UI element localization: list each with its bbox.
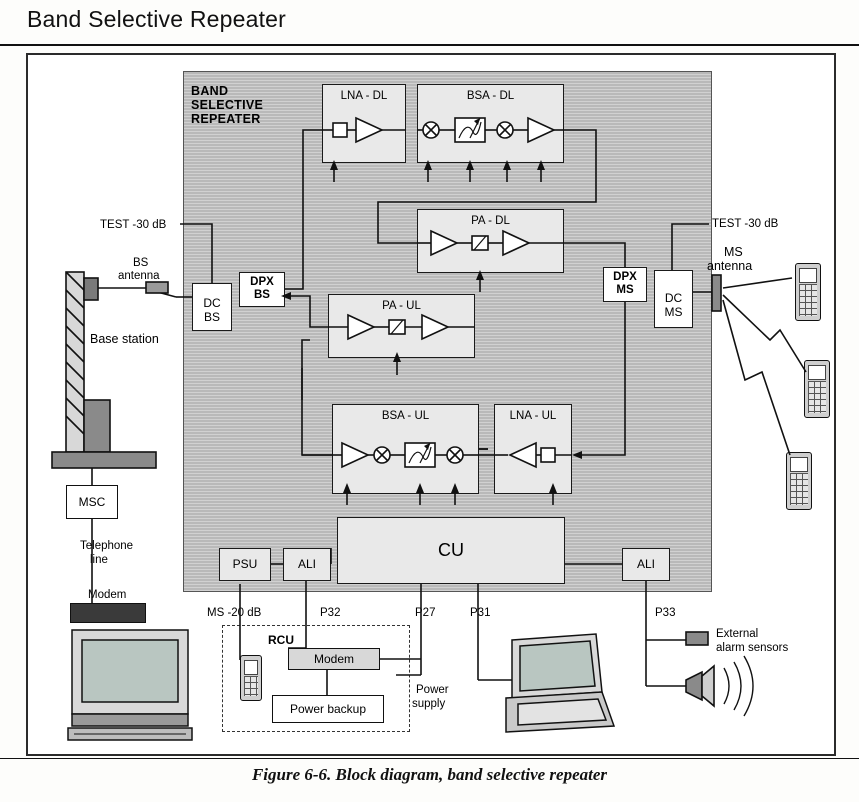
rcu-label: RCU <box>268 633 294 647</box>
dpx-ms-label-2: MS <box>616 284 634 296</box>
mobile-phone-1 <box>795 263 821 321</box>
block-msc[interactable]: MSC <box>66 485 118 519</box>
block-psu[interactable] <box>219 548 271 581</box>
rcu-handset-keypad <box>244 676 258 696</box>
block-modem-rcu[interactable]: Modem <box>288 648 380 670</box>
dc-bs-label-1: DC <box>203 296 221 310</box>
title-rule <box>0 44 859 46</box>
block-lna-ul-label: LNA - UL <box>509 410 557 422</box>
enclosure-label <box>191 84 263 126</box>
block-modem-left[interactable] <box>70 603 146 623</box>
bs-antenna-label-1: BS <box>133 257 149 269</box>
block-bsa-dl[interactable] <box>417 84 564 163</box>
block-ali-right-label: ALI <box>636 557 655 571</box>
block-cu-label: CU <box>438 540 464 560</box>
power-supply-label-1: Power <box>416 684 449 696</box>
block-lna-dl[interactable] <box>322 84 406 163</box>
dpx-bs-label-2: BS <box>254 289 270 301</box>
ms-antenna-label-2: antenna <box>707 259 753 273</box>
caption-rule <box>0 758 859 759</box>
block-pa-ul-label: PA - UL <box>382 300 421 312</box>
block-dc-ms[interactable] <box>654 270 693 328</box>
p33-label: P33 <box>655 607 676 619</box>
figure-caption: Figure 6-6. Block diagram, band selective repeater <box>251 765 608 784</box>
enclosure-label-line3: REPEATER <box>191 112 261 126</box>
page-title: Band Selective Repeater <box>27 6 287 32</box>
rcu-handset-screen <box>244 660 258 675</box>
enclosure-label-line1: BAND <box>191 84 229 98</box>
enclosure-label-line2: SELECTIVE <box>191 98 264 112</box>
mobile-phone-3-screen <box>790 457 808 472</box>
p31-label: P31 <box>470 607 491 619</box>
external-alarm-label-2: alarm sensors <box>716 642 789 654</box>
block-bsa-ul-label: BSA - UL <box>381 410 430 422</box>
p27-label: P27 <box>415 607 436 619</box>
block-pa-dl-label: PA - DL <box>471 215 510 227</box>
dc-ms-label-2: MS <box>664 305 683 319</box>
block-ali-left-label: ALI <box>297 557 316 571</box>
block-dpx-ms[interactable] <box>603 267 647 302</box>
mobile-phone-3-keypad <box>790 473 808 505</box>
mobile-phone-3 <box>786 452 812 510</box>
block-ali-left[interactable] <box>283 548 331 581</box>
dc-ms-label-1: DC <box>664 291 683 305</box>
bs-antenna-label-2: antenna <box>118 270 160 282</box>
dc-bs-label-2: BS <box>203 310 220 324</box>
base-station-label: Base station <box>90 332 159 346</box>
block-cu[interactable] <box>337 517 565 584</box>
mobile-phone-2-keypad <box>808 381 826 413</box>
external-alarm-label-1: External <box>716 628 759 640</box>
block-pa-ul[interactable] <box>328 294 475 358</box>
block-ali-right[interactable] <box>622 548 670 581</box>
mobile-phone-1-screen <box>799 268 817 283</box>
modem-left-label: Modem <box>88 589 127 601</box>
block-pa-dl[interactable] <box>417 209 564 273</box>
mobile-phone-2 <box>804 360 830 418</box>
test-right-label: TEST -30 dB <box>712 218 779 230</box>
block-dpx-bs[interactable] <box>239 272 285 307</box>
p32-label: P32 <box>320 607 341 619</box>
test-left-label: TEST -30 dB <box>100 219 167 231</box>
rcu-handset <box>240 655 262 701</box>
block-bsa-dl-label: BSA - DL <box>466 90 515 102</box>
block-power-backup[interactable]: Power backup <box>272 695 384 723</box>
ms-antenna-label-1: MS <box>724 245 743 259</box>
block-lna-ul[interactable] <box>494 404 572 494</box>
mobile-phone-1-keypad <box>799 284 817 316</box>
telephone-line-label-2: line <box>90 554 108 566</box>
dpx-bs-label-1: DPX <box>250 276 274 288</box>
telephone-line-label-1: Telephone <box>80 540 134 552</box>
power-supply-label-2: supply <box>412 698 446 710</box>
block-lna-dl-label: LNA - DL <box>340 90 388 102</box>
block-psu-label: PSU <box>232 557 258 571</box>
dpx-ms-label-1: DPX <box>613 271 637 283</box>
block-bsa-ul[interactable] <box>332 404 479 494</box>
mobile-phone-2-screen <box>808 365 826 380</box>
ms-20db-label: MS -20 dB <box>207 607 262 619</box>
block-dc-bs[interactable] <box>192 283 232 331</box>
